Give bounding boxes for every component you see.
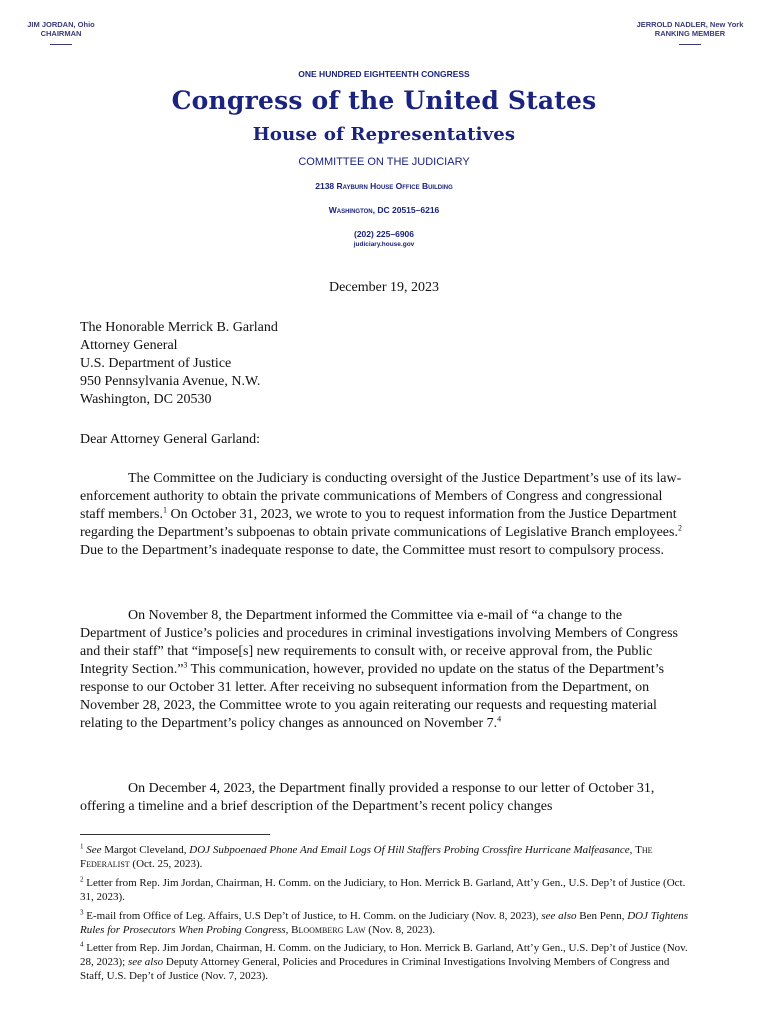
chairman-block: [18, 20, 104, 45]
footnote-ref-3: 3: [183, 660, 188, 670]
recipient-title: Attorney General: [80, 338, 178, 353]
footnote-ref-1: 1: [162, 505, 167, 515]
website: judiciary.house.gov: [353, 241, 415, 248]
salutation: Dear Attorney General Garland:: [80, 432, 260, 447]
footnote-1-title: DOJ Subpoenaed Phone And Email Logs Of Hill Staffers Probing Crossfire Hurricane Malfeasance: [189, 844, 630, 856]
committee-name: COMMITTEE ON THE JUDICIARY: [298, 156, 470, 168]
letterhead-title: Congress of the United States: [171, 86, 597, 115]
letterhead-subtitle: House of Representatives: [252, 124, 516, 145]
footnote-1-signal: See: [86, 844, 102, 856]
city-address: Washington, DC 20515–6216: [328, 205, 440, 215]
paragraph-1-text-c: Due to the Department’s inadequate response to date, the Committee must resort to compulsory process.: [80, 543, 664, 558]
footnote-1-sep: ,: [629, 844, 636, 856]
footnote-2-number: 2: [80, 875, 84, 884]
footnote-2: [80, 876, 690, 904]
letter-date: December 19, 2023: [328, 280, 440, 295]
footnote-3-date: (Nov. 8, 2023).: [365, 924, 436, 936]
recipient-department: U.S. Department of Justice: [80, 356, 232, 371]
phone-number: (202) 225–6906: [353, 229, 415, 239]
congress-session: ONE HUNDRED EIGHTEENTH CONGRESS: [298, 69, 470, 79]
paragraph-2-text-b: This communication, however, provided no update on the status of the Department’s response to our October 31 letter. After receiving no subsequent information from the Department, on November 28, 2023, the Committee wrote to you again reiterating our requests and requesting material relating to the Department’s policy changes as announced on November 7.: [80, 662, 665, 731]
footnote-1-publication: The Federalist: [80, 844, 653, 870]
paragraph-2: [80, 607, 687, 733]
paragraph-1: [80, 470, 687, 560]
chairman-title: CHAIRMAN: [40, 29, 82, 38]
ranking-member-name: JERROLD NADLER, New York: [636, 20, 744, 29]
footnote-divider: [80, 834, 270, 835]
footnote-4: [80, 941, 690, 983]
footnote-3: [80, 909, 690, 937]
ranking-member-block: [628, 20, 752, 45]
footnote-3-title: DOJ Tightens Rules for Prosecutors When Probing Congress: [80, 910, 689, 936]
recipient-city: Washington, DC 20530: [80, 392, 212, 407]
chairman-name: JIM JORDAN, Ohio: [27, 20, 95, 29]
recipient-street: 950 Pennsylvania Avenue, N.W.: [80, 374, 261, 389]
footnote-3-author: Ben Penn,: [576, 910, 628, 922]
footnote-ref-4: 4: [497, 714, 502, 724]
footnote-1-number: 1: [80, 842, 84, 851]
recipient-address: [80, 319, 480, 409]
footnote-3-number: 3: [80, 908, 84, 917]
chairman-divider: [50, 44, 72, 45]
footnote-3-sep: ,: [285, 924, 292, 936]
footnote-1-date: (Oct. 25, 2023).: [129, 858, 203, 870]
footnote-3-text-a: E-mail from Office of Leg. Affairs, U.S Dep’t of Justice, to H. Comm. on the Judiciary (Nov. 8, 2023),: [83, 910, 542, 922]
footnote-4-signal: see also: [127, 956, 164, 968]
footnote-4-number: 4: [80, 940, 84, 949]
footnote-ref-2: 2: [677, 523, 682, 533]
ranking-divider: [679, 44, 701, 45]
footnote-4-text-b: Deputy Attorney General, Policies and Procedures in Criminal Investigations Involving Members of Congress and Staff, U.S. Dep’t of Justice (Nov. 7, 2023).: [80, 956, 670, 982]
footnote-3-signal: see also: [541, 910, 577, 922]
footnote-1: [80, 843, 690, 871]
footnote-2-text: Letter from Rep. Jim Jordan, Chairman, H. Comm. on the Judiciary, to Hon. Merrick B. Garland, Att’y Gen., U.S. Dep’t of Justice (Oct. 31, 2023).: [80, 877, 686, 903]
recipient-name: The Honorable Merrick B. Garland: [80, 320, 278, 335]
paragraph-1-text-a: The Committee on the Judiciary is conducting oversight of the Justice Department’s use of its law-enforcement authority to obtain the private communications of Members of Congress and congressional staff members.: [80, 471, 682, 522]
footnote-3-publication: Bloomberg Law: [291, 924, 366, 936]
ranking-member-title: RANKING MEMBER: [654, 29, 726, 38]
office-address: 2138 Rayburn House Office Building: [315, 181, 453, 191]
paragraph-3: On December 4, 2023, the Department finally provided a response to our letter of October 31, offering a timeline and a brief description of the Department’s recent policy changes: [80, 781, 655, 814]
footnote-4-text-a: Letter from Rep. Jim Jordan, Chairman, H. Comm. on the Judiciary, to Hon. Merrick B. Garland, Att’y Gen., U.S. Dep’t of Justice (Nov. 28, 2023);: [80, 942, 688, 968]
footnote-1-author: Margot Cleveland,: [101, 844, 190, 856]
paragraph-2-text-a: On November 8, the Department informed the Committee via e-mail of “a change to the Department of Justice’s policies and procedures in criminal investigations involving Members of Congress and their staff” that “impose[s] new requirements to consult with, or receive approval from, the Public Integrity Section.”: [80, 608, 678, 677]
paragraph-1-text-b: On October 31, 2023, we wrote to you to request information from the Justice Department regarding the Department’s subpoenas to obtain private communications of Legislative Branch employees.: [80, 507, 678, 540]
